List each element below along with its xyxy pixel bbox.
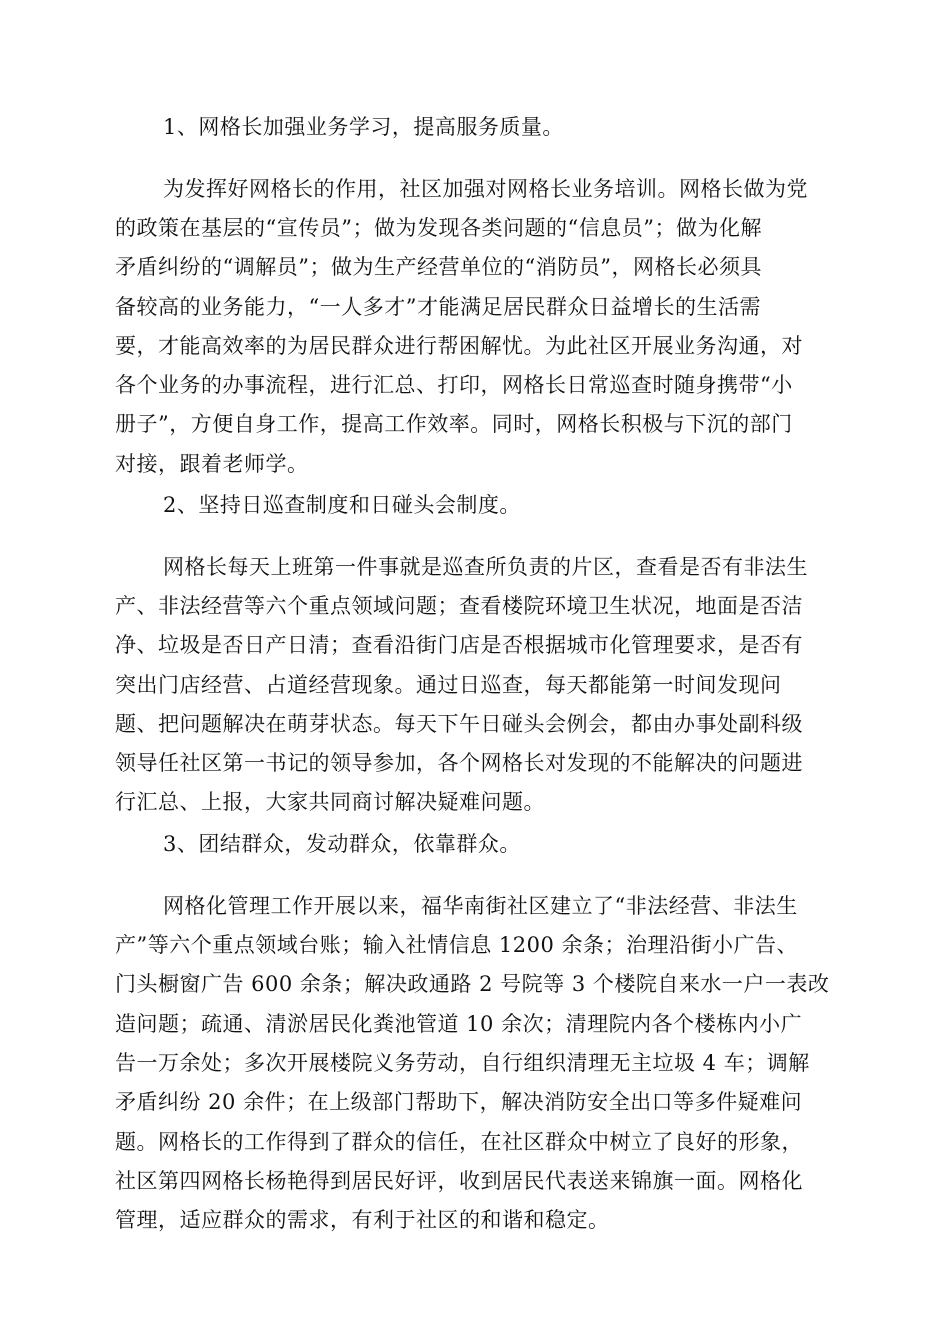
- paragraph-1-line-4: 备较高的业务能力，“一人多才”才能满足居民群众日益增长的生活需: [115, 295, 761, 319]
- paragraph-1-line-5: 要，才能高效率的为居民群众进行帮困解忧。为此社区开展业务沟通，对: [115, 334, 803, 358]
- paragraph-1-line-6: 各个业务的办事流程，进行汇总、打印，网格长日常巡查时随身携带“小: [115, 373, 793, 397]
- paragraph-1-line-2: 的政策在基层的“宣传员”；做为发现各类问题的“信息员”；做为化解: [115, 216, 762, 240]
- paragraph-1-line-8: 对接，跟着老师学。: [115, 452, 309, 476]
- paragraph-2-line-1: 网格长每天上班第一件事就是巡查所负责的片区，查看是否有非法生: [163, 555, 808, 579]
- paragraph-1-line-1: 为发挥好网格长的作用，社区加强对网格长业务培训。网格长做为党: [163, 177, 808, 201]
- paragraph-2-line-6: 领导任社区第一书记的领导参加，各个网格长对发现的不能解决的问题进: [115, 751, 803, 775]
- paragraph-2-line-2: 产、非法经营等六个重点领域问题；查看楼院环境卫生状况，地面是否洁: [115, 594, 803, 618]
- heading-1: 1、网格长加强业务学习，提高服务质量。: [163, 115, 564, 139]
- paragraph-3-line-7: 题。网格长的工作得到了群众的信任，在社区群众中树立了良好的形象，: [115, 1130, 803, 1154]
- paragraph-3-line-3: 门头橱窗广告 600 余条；解决政通路 2 号院等 3 个楼院自来水一户一表改: [115, 972, 830, 996]
- paragraph-1-line-3: 矛盾纠纷的“调解员”；做为生产经营单位的“消防员”，网格长必须具: [115, 255, 762, 279]
- paragraph-3-line-2: 产”等六个重点领域台账；输入社情信息 1200 余条；治理沿街小广告、: [115, 933, 799, 957]
- paragraph-2-line-7: 行汇总、上报，大家共同商讨解决疑难问题。: [115, 790, 545, 814]
- paragraph-2-line-4: 突出门店经营、占道经营现象。通过日巡查，每天都能第一时间发现问: [115, 673, 782, 697]
- paragraph-2-line-3: 净、垃圾是否日产日清；查看沿街门店是否根据城市化管理要求，是否有: [115, 633, 803, 657]
- paragraph-3-line-8: 社区第四网格长杨艳得到居民好评，收到居民代表送来锦旗一面。网格化: [115, 1169, 803, 1193]
- paragraph-3-line-4: 造问题；疏通、清淤居民化粪池管道 10 余次；清理院内各个楼栋内小广: [115, 1012, 803, 1036]
- paragraph-2-line-5: 题、把问题解决在萌芽状态。每天下午日碰头会例会，都由办事处副科级: [115, 712, 803, 736]
- paragraph-3-line-1: 网格化管理工作开展以来，福华南街社区建立了“非法经营、非法生: [163, 894, 798, 918]
- paragraph-1-line-7: 册子”，方便自身工作，提高工作效率。同时，网格长积极与下沉的部门: [115, 412, 793, 436]
- heading-3: 3、团结群众，发动群众，依靠群众。: [163, 832, 521, 856]
- paragraph-3-line-5: 告一万余处；多次开展楼院义务劳动，自行组织清理无主垃圾 4 车；调解: [115, 1051, 810, 1075]
- paragraph-3-line-9: 管理，适应群众的需求，有利于社区的和谐和稳定。: [115, 1208, 610, 1232]
- paragraph-3-line-6: 矛盾纠纷 20 余件；在上级部门帮助下，解决消防安全出口等多件疑难问: [115, 1090, 803, 1114]
- heading-2: 2、坚持日巡查制度和日碰头会制度。: [163, 493, 521, 517]
